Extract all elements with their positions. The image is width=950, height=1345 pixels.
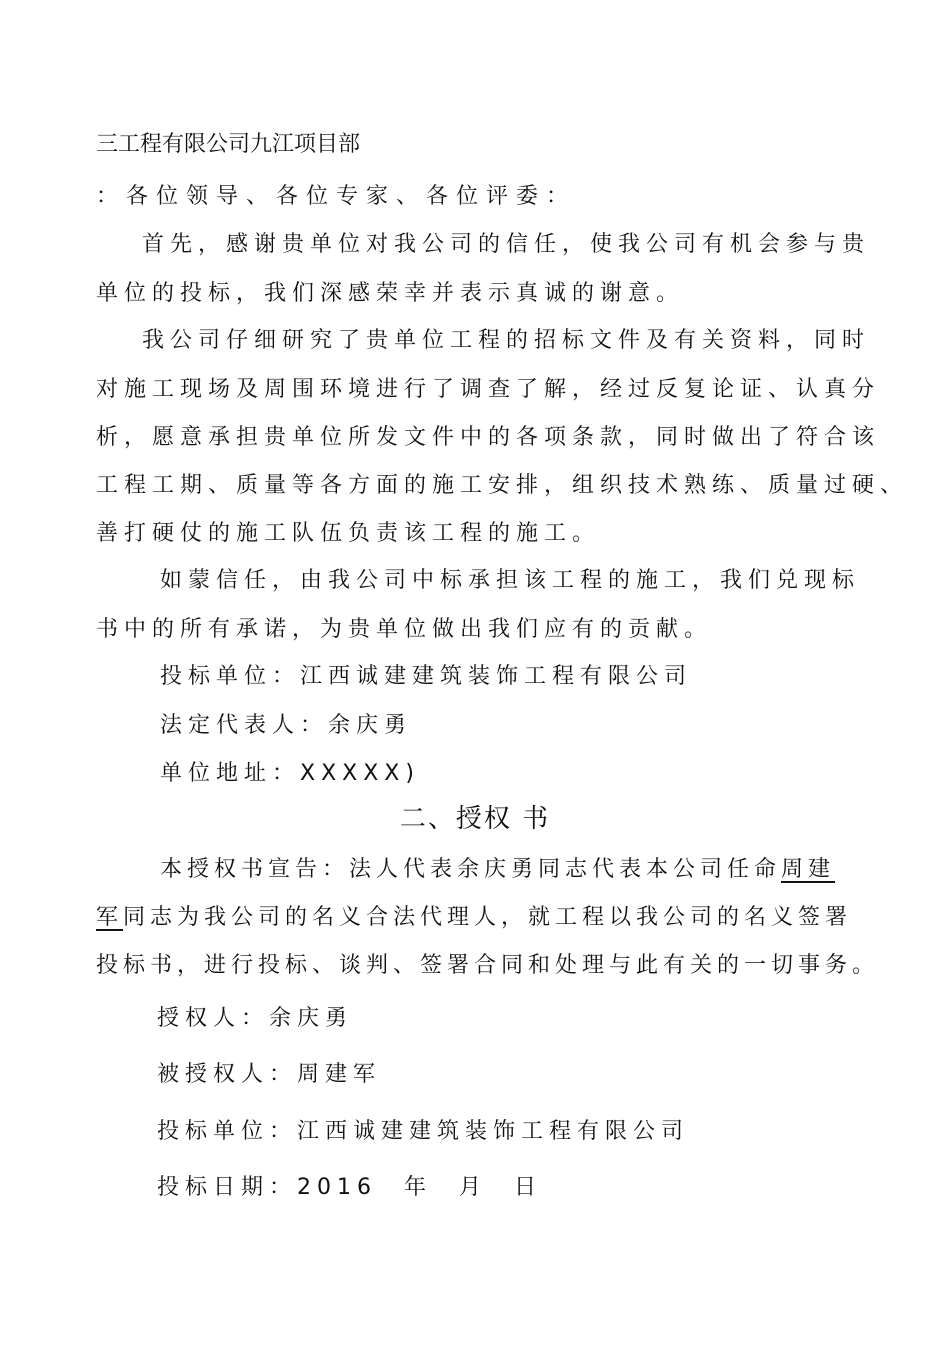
grantee-line: 被授权人：周建军	[157, 1062, 382, 1087]
salutation: ：各位领导、各位专家、各位评委：	[96, 184, 577, 209]
body-line-5: 善打硬仗的施工队伍负责该工程的施工。	[96, 521, 601, 546]
body-line-2: 对施工现场及周围环境进行了调查了解，经过反复论证、认真分	[96, 377, 881, 402]
auth-line-1-text: 本授权书宣告：法人代表余庆勇同志代表本公司任命	[160, 857, 782, 882]
address-line: 单位地址：XXXXX)	[160, 761, 420, 786]
intro-line-1: 首先，感谢贵单位对我公司的信任，使我公司有机会参与贵	[142, 232, 871, 257]
agent-name-part-1: 周建	[781, 857, 836, 882]
body-line-1: 我公司仔细研究了贵单位工程的招标文件及有关资料，同时	[142, 328, 871, 353]
body-line-3: 析，愿意承担贵单位所发文件中的各项条款，同时做出了符合该	[96, 425, 881, 450]
intro-line-2: 单位的投标，我们深感荣幸并表示真诚的谢意。	[96, 281, 685, 306]
bidder-line: 投标单位：江西诚建建筑装饰工程有限公司	[160, 664, 693, 689]
auth-line-1	[160, 855, 856, 885]
commit-line-2: 书中的所有承诺，为贵单位做出我们应有的贡献。	[96, 617, 713, 642]
grantor-line: 授权人：余庆勇	[157, 1006, 354, 1031]
auth-line-2	[96, 903, 856, 933]
legal-rep-line: 法定代表人：余庆勇	[160, 713, 413, 738]
agent-name-part-2: 军	[96, 905, 124, 930]
commit-line-1: 如蒙信任，由我公司中标承担该工程的施工，我们兑现标	[160, 568, 861, 593]
auth-bidder-line: 投标单位：江西诚建建筑装饰工程有限公司	[157, 1119, 690, 1144]
date-line: 投标日期：2016 年 月 日	[157, 1175, 542, 1200]
org-line: 三工程有限公司九江项目部	[96, 132, 361, 157]
auth-line-3: 投标书，进行投标、谈判、签署合同和处理与此有关的一切事务。	[96, 953, 880, 978]
auth-title: 二、授权 书	[399, 804, 551, 834]
body-line-4: 工程工期、质量等各方面的施工安排，组织技术熟练、质量过硬、	[96, 473, 909, 498]
auth-line-2-text: 同志为我公司的名义合法代理人，就工程以我公司的名义签署	[123, 905, 853, 930]
